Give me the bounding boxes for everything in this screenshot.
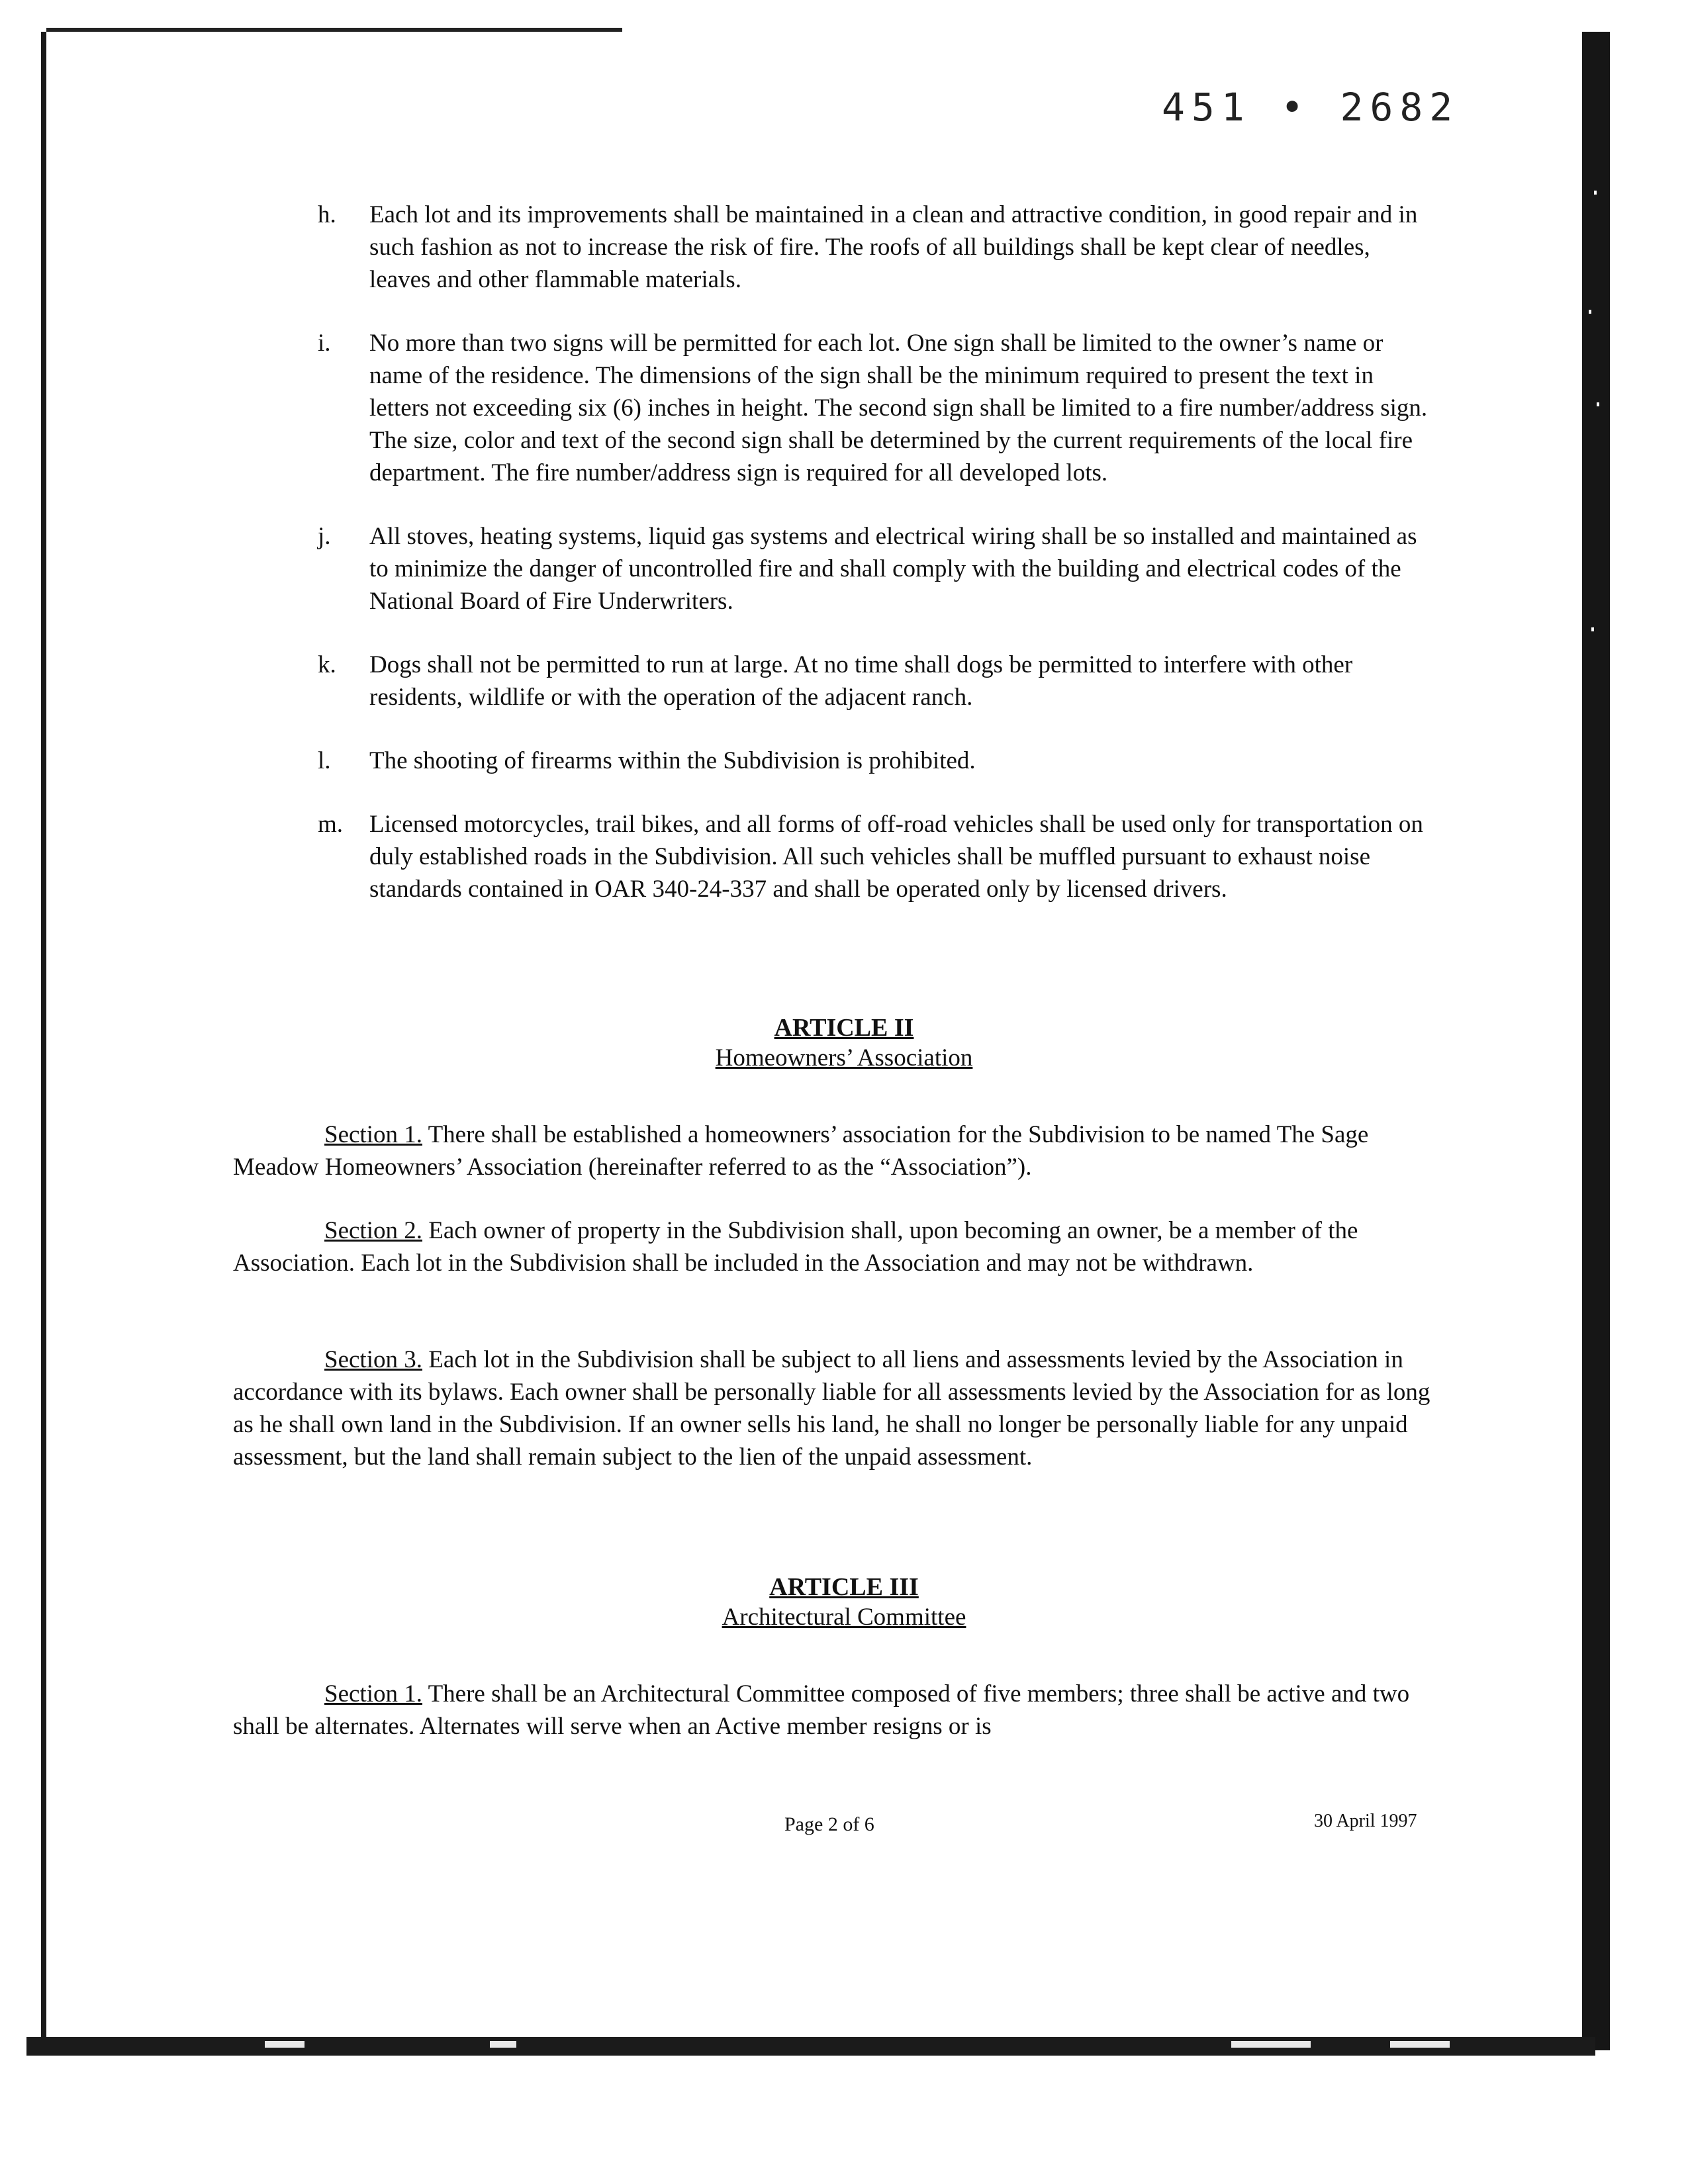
list-item-text: The shooting of firearms within the Subdivision is prohibited. <box>369 747 976 774</box>
list-item-text: Licensed motorcycles, trail bikes, and all forms of off-road vehicles shall be used only for transportation on duly established roads in the Subdivision. All such vehicles shall be muffled pursuant to exhaust noise standards contained in OAR 340-24-337 and shall be operated only by licensed drivers. <box>369 811 1423 903</box>
article-subtitle: Homeowners’ Association <box>715 1044 973 1071</box>
section-text: Each lot in the Subdivision shall be subject to all liens and assessments levied by the Association in accordance with its bylaws. Each owner shall be personally liable for all assessments levied by the Association for as long as he shall own land in the Subdivision. If an owner sells his land, he shall no longer be personally liable for any unpaid assessment, but the land shall remain subject to the lien of the unpaid assessment. <box>233 1346 1430 1471</box>
article-2-section-3 <box>233 1343 1438 1473</box>
list-item-text: All stoves, heating systems, liquid gas systems and electrical wiring shall be so installed and maintained as to minimize the danger of uncontrolled fire and shall comply with the building and electrical codes of the National Board of Fire Underwriters. <box>369 523 1417 615</box>
list-item-text: Dogs shall not be permitted to run at large. At no time shall dogs be permitted to interfere with other residents, wildlife or with the operation of the adjacent ranch. <box>369 651 1353 711</box>
list-item-m <box>318 808 1430 905</box>
list-item-k <box>318 649 1430 713</box>
list-letter: l. <box>318 747 331 774</box>
section-text: There shall be an Architectural Committee composed of five members; three shall be active and two shall be alternates. Alternates will serve when an Active member resigns or is <box>233 1680 1410 1740</box>
list-letter: m. <box>318 811 344 838</box>
list-letter: j. <box>318 523 331 550</box>
page-number: Page 2 of 6 <box>784 1813 874 1835</box>
section-label: Section 1. <box>324 1680 422 1707</box>
list-letter: i. <box>318 330 331 357</box>
list-item-text: Each lot and its improvements shall be maintained in a clean and attractive condition, in good repair and in such fashion as not to increase the risk of fire. The roofs of all buildings shall be kept clear of needles, leaves and other flammable materials. <box>369 201 1418 293</box>
section-text: Each owner of property in the Subdivision shall, upon becoming an owner, be a member of the Association. Each lot in the Subdivision shall be included in the Association and may not be withdrawn. <box>233 1217 1358 1277</box>
article-3-section-1 <box>233 1678 1438 1743</box>
article-2-section-1 <box>233 1118 1438 1183</box>
section-label: Section 3. <box>324 1346 422 1373</box>
list-letter: h. <box>318 201 336 228</box>
section-label: Section 2. <box>324 1217 422 1244</box>
article-2-heading <box>0 1013 1688 1073</box>
list-item-text: No more than two signs will be permitted for each lot. One sign shall be limited to the owner’s name or name of the residence. The dimensions of the sign shall be the minimum required to present the text in letters not exceeding six (6) inches in height. The second sign shall be limited to a fire number/address sign. The size, color and text of the second sign shall be determined by the current requirements of the local fire department. The fire number/address sign is required for all developed lots. <box>369 330 1428 486</box>
article-title: ARTICLE III <box>769 1573 919 1601</box>
article-subtitle: Architectural Committee <box>722 1604 966 1631</box>
article-3-heading <box>0 1572 1688 1633</box>
section-label: Section 1. <box>324 1121 422 1148</box>
scan-edge-top <box>46 28 622 32</box>
article-title: ARTICLE II <box>774 1014 914 1042</box>
document-date: 30 April 1997 <box>1314 1811 1417 1831</box>
restriction-list <box>318 199 1430 936</box>
list-item-i <box>318 327 1430 489</box>
scan-edge-bottom <box>26 2037 1595 2056</box>
section-text: There shall be established a homeowners’ association for the Subdivision to be named The Sage Meadow Homeowners’ Association (hereinafter referred to as the “Association”). <box>233 1121 1369 1181</box>
article-2-section-2 <box>233 1214 1438 1279</box>
list-letter: k. <box>318 651 336 678</box>
list-item-h <box>318 199 1430 296</box>
recording-stamp: 451 • 2682 <box>1162 85 1460 130</box>
list-item-j <box>318 520 1430 617</box>
list-item-l <box>318 745 1430 777</box>
